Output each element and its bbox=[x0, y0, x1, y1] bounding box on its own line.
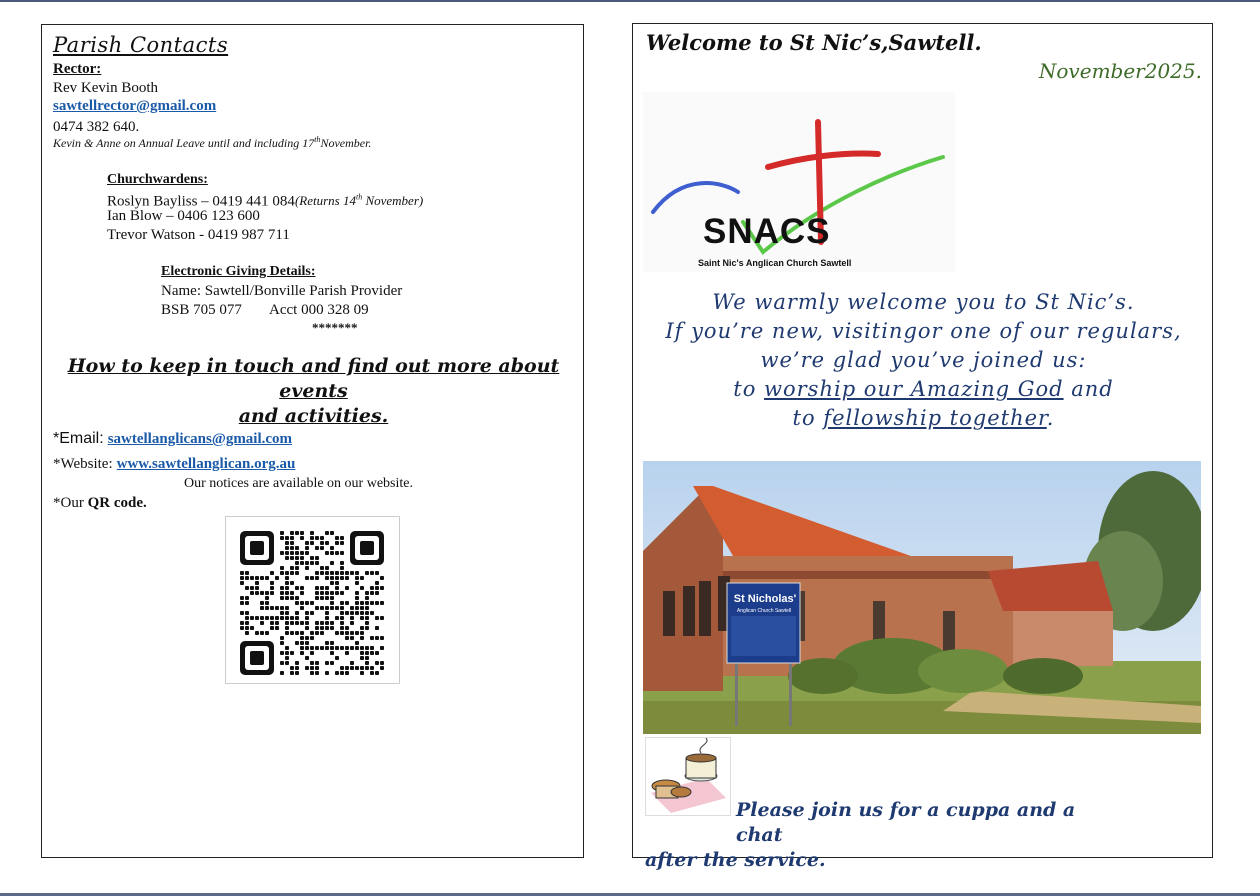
logo-wordmark: SNACS bbox=[703, 212, 831, 251]
month-label: November2025. bbox=[1038, 59, 1202, 83]
rector-label: Rector: bbox=[53, 61, 102, 77]
giving-acct: Acct 000 328 09 bbox=[269, 302, 369, 318]
welcome-title: Welcome to St Nic’s,Sawtell. bbox=[646, 30, 982, 55]
warden-1: Roslyn Bayliss – 0419 441 084(Returns 14th November) bbox=[107, 193, 424, 210]
qr-label: *Our QR code. bbox=[53, 495, 147, 511]
church-sign-title: St Nicholas' bbox=[733, 593, 797, 605]
welcome-message: We warmly welcome you to St Nic’s. If you’re new, visitingor one of our regulars, we’re glad you’ve joined us: to worship our Amazing God and to fellowship together. bbox=[665, 290, 1182, 430]
churchwardens-label: Churchwardens: bbox=[107, 172, 208, 187]
cuppa-invitation: Please join us for a cuppa and a chat after the service. bbox=[645, 799, 1076, 871]
stars-divider: ******* bbox=[312, 320, 358, 335]
qr-code-graphic bbox=[226, 517, 399, 683]
website-label: *Website: bbox=[53, 456, 113, 472]
qr-code-image[interactable] bbox=[225, 516, 400, 684]
giving-label: Electronic Giving Details: bbox=[161, 264, 316, 279]
website-link[interactable]: www.sawtellanglican.org.au bbox=[116, 456, 296, 472]
warden-3: Trevor Watson - 0419 987 711 bbox=[107, 227, 290, 243]
rector-name: Rev Kevin Booth bbox=[53, 80, 158, 96]
rector-phone: 0474 382 640. bbox=[53, 119, 140, 135]
giving-bsb: BSB 705 077 bbox=[161, 302, 242, 318]
email-row bbox=[53, 430, 292, 448]
email-label: *Email: bbox=[53, 430, 104, 447]
snacs-logo bbox=[643, 92, 955, 272]
top-border bbox=[0, 0, 1260, 2]
welcome-panel bbox=[632, 23, 1213, 871]
keep-in-touch-heading: How to keep in touch and find out more about events and activities. bbox=[67, 355, 560, 427]
leave-note: Kevin & Anne on Annual Leave until and including 17thNovember. bbox=[53, 135, 372, 150]
notices-text: Our notices are available on our website. bbox=[184, 476, 413, 491]
rector-email-link[interactable]: sawtellrector@gmail.com bbox=[53, 98, 217, 114]
warden-2: Ian Blow – 0406 123 600 bbox=[107, 208, 260, 224]
church-photo bbox=[643, 461, 1201, 734]
logo-subtitle: Saint Nic's Anglican Church Sawtell bbox=[698, 258, 852, 268]
parish-contacts-panel bbox=[41, 24, 584, 858]
church-sign-subtitle: Anglican Church Sawtell bbox=[736, 608, 792, 614]
website-row bbox=[53, 455, 295, 474]
email-link[interactable]: sawtellanglicans@gmail.com bbox=[107, 431, 293, 447]
page-title: Parish Contacts bbox=[53, 33, 229, 57]
giving-name: Name: Sawtell/Bonville Parish Provider bbox=[161, 283, 403, 299]
